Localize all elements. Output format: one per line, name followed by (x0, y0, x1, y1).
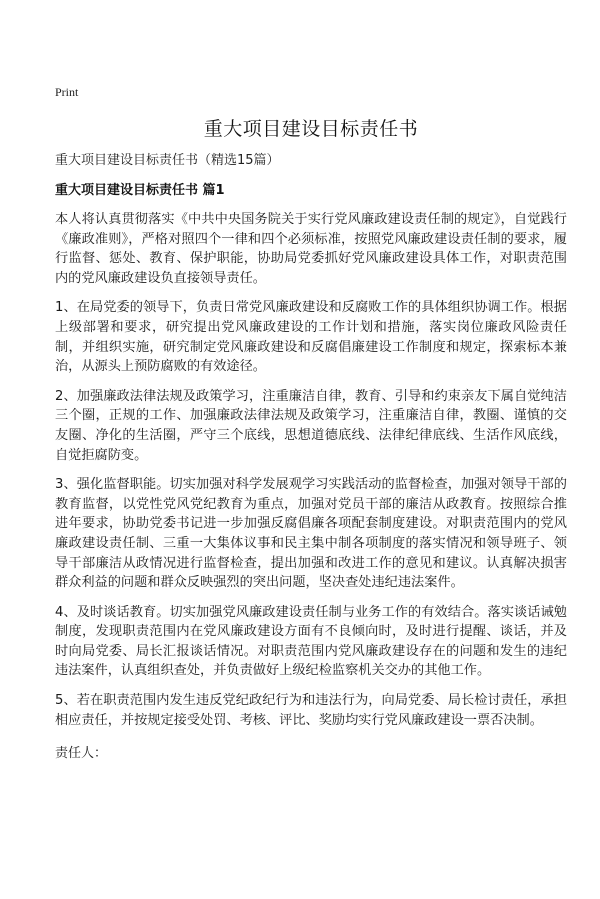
signature-label: 责任人： (55, 746, 108, 762)
paragraph-item-1: 1、在局党委的领导下，负责日常党风廉政建设和反腐败工作的具体组织协调工作。根据上级部署和要求，研究提出党风廉政建设的工作计划和措施，落实岗位廉政风险责任制，并组织实施，研究制定党风廉政建设和反腐倡廉建设工作制度和规定，探索标本兼治，从源头上预防腐败的有效途径。 (55, 300, 567, 375)
document-page (55, 82, 567, 763)
document-subtitle: 重大项目建设目标责任书（精选15篇） (55, 153, 280, 168)
print-label[interactable]: Print (55, 85, 79, 99)
document-title: 重大项目建设目标责任书 (203, 118, 419, 140)
paragraph-item-4: 4、及时谈话教育。切实加强党风廉政建设责任制与业务工作的有效结合。落实谈话诫勉制度，发现职责范围内在党风廉政建设方面有不良倾向时，及时进行提醒、谈话，并及时向局党委、局长汇报谈话情况。对职责范围内党风廉政建设存在的问题和发生的违纪违法案件，认真组织查处，并负责做好上级纪检监察机关交办的其他工作。 (55, 604, 567, 679)
paragraph-item-5: 5、若在职责范围内发生违反党纪政纪行为和违法行为，向局党委、局长检讨责任，承担相应责任，并按规定接受处罚、考核、评比、奖励均实行党风廉政建设一票否决制。 (55, 693, 567, 728)
intro-paragraph: 本人将认真贯彻落实《中共中央国务院关于实行党风廉政建设责任制的规定》，自觉践行《廉政准则》，严格对照四个一律和四个必须标准，按照党风廉政建设责任制的要求，履行监督、惩处、教育、保护职能，协助局党委抓好党风廉政建设具体工作，对职责范围内的党风廉政建设负直接领导责任。 (55, 212, 567, 286)
paragraph-item-2: 2、加强廉政法律法规及政策学习，注重廉洁自律，教育、引导和约束亲友下属自觉纯洁三个圈，正规的工作、加强廉政法律法规及政策学习，注重廉洁自律，教圈、谨慎的交友圈、净化的生活圈，严守三个底线，思想道德底线、法律纪律底线、生活作风底线，自觉拒腐防变。 (55, 388, 567, 463)
section-heading: 重大项目建设目标责任书 篇1 (55, 183, 225, 198)
paragraph-item-3: 3、强化监督职能。切实加强对科学发展观学习实践活动的监督检查，加强对领导干部的教育监督，以党性党风党纪教育为重点，加强对党员干部的廉洁从政教育。按照综合推进年要求，协助党委书记进一步加强反腐倡廉各项配套制度建设。对职责范围内的党风廉政建设责任制、三重一大集体议事和民主集中制各项制度的落实情况和领导班子、领导干部廉洁从政情况进行监督检查，提出加强和改进工作的意见和建议。认真解决损害群众利益的问题和群众反映强烈的突出问题，坚决查处违纪违法案件。 (55, 477, 567, 591)
